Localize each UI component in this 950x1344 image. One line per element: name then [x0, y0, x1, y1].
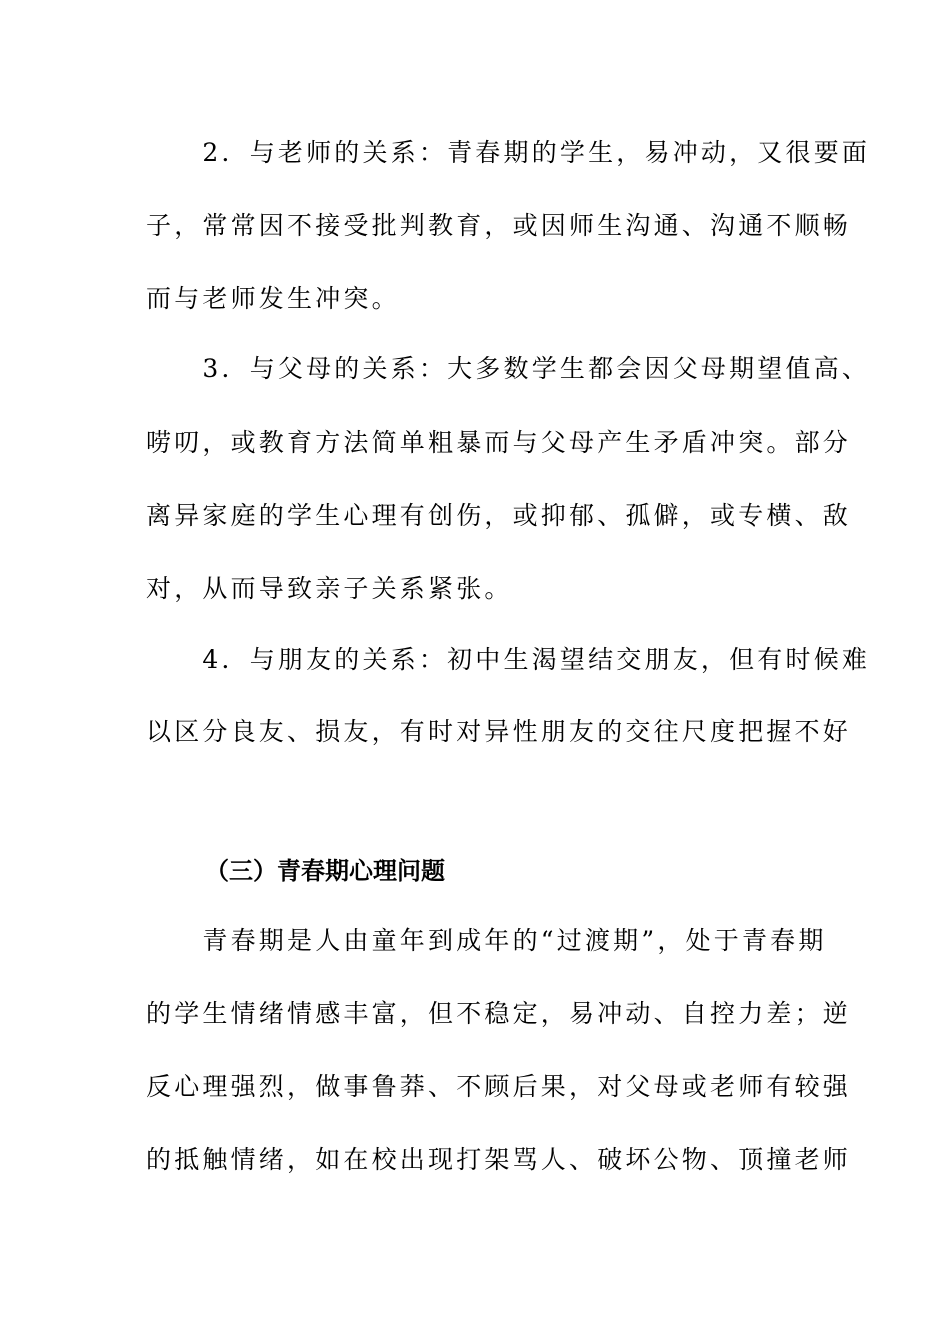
paragraph-line: 的抵触情绪，如在校出现打架骂人、破坏公物、顶撞老师 [146, 1145, 852, 1174]
paragraph-line: 对，从而导致亲子关系紧张。 [146, 574, 513, 603]
paragraph-line: 反心理强烈，做事鲁莽、不顾后果，对父母或老师有较强 [146, 1072, 852, 1101]
paragraph-line: 而与老师发生冲突。 [146, 284, 400, 313]
paragraph-line: 以区分良友、损友，有时对异性朋友的交往尺度把握不好 [146, 717, 852, 746]
paragraph-line: 3．与父母的关系：大多数学生都会因父母期望值高、 [146, 354, 871, 383]
paragraph-line: 青春期是人由童年到成年的“过渡期”，处于青春期 [146, 926, 827, 955]
paragraph-line: 2．与老师的关系：青春期的学生，易冲动，又很要面 [146, 138, 871, 167]
paragraph-line: 子，常常因不接受批判教育，或因师生沟通、沟通不顺畅 [146, 211, 852, 240]
paragraph-line: 唠叨，或教育方法简单粗暴而与父母产生矛盾冲突。部分 [146, 428, 852, 457]
paragraph-line: 的学生情绪情感丰富，但不稳定，易冲动、自控力差；逆 [146, 999, 852, 1028]
paragraph-line: 4．与朋友的关系：初中生渴望结交朋友，但有时候难 [146, 645, 871, 674]
section-heading: （三）青春期心理问题 [205, 857, 445, 885]
paragraph-line: 离异家庭的学生心理有创伤，或抑郁、孤僻，或专横、敌 [146, 501, 852, 530]
